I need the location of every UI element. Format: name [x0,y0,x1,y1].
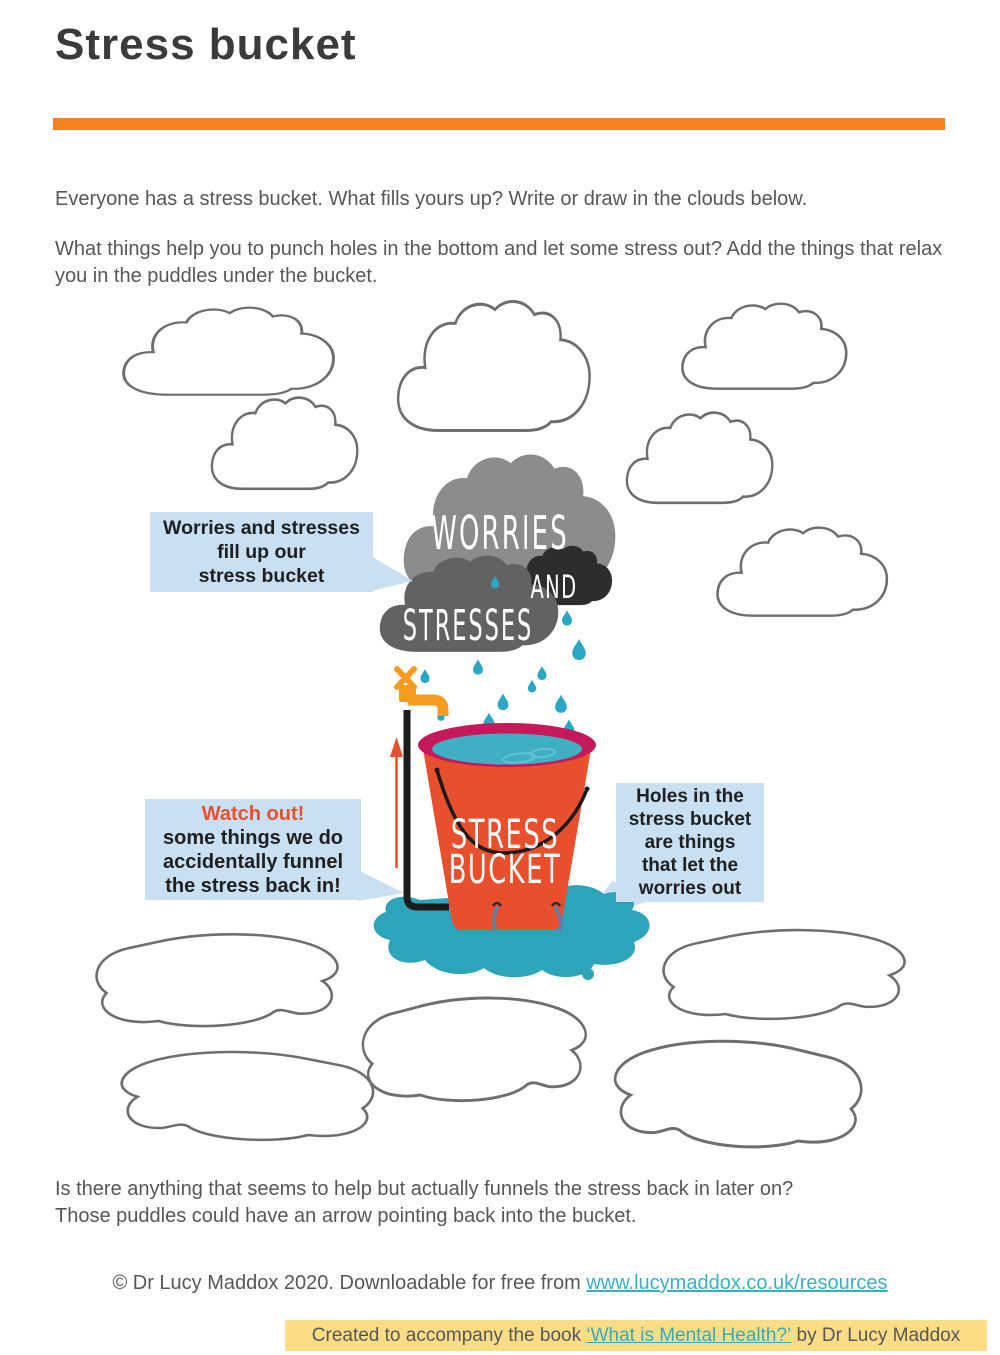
spill-droplet [582,968,594,980]
worries-callout [150,512,373,592]
callout-line: accidentally funnel [162,850,344,873]
callout-line: fill up our [217,541,306,563]
holes-callout [616,783,764,902]
callout-line: Worries and stresses [163,517,360,539]
bucket-water [432,734,582,765]
intro-paragraph-1: Everyone has a stress bucket. What fills yours up? Write or draw in the clouds below. [55,188,808,210]
blank-cloud-6 [718,528,887,616]
raindrop-icon [555,695,567,713]
callout-line: worries out [638,878,742,899]
blank-puddle-5 [615,1041,861,1147]
handle-pin [585,787,590,792]
raindrop-icon [498,693,509,710]
return-arrow-head [390,737,403,757]
copyright-line [0,1272,1000,1295]
callout-line: some things we do [162,826,344,849]
banner-prefix: Created to accompany the book [311,1324,587,1346]
tap-spout [408,700,443,716]
book-link[interactable]: ‘What is Mental Health?’ [586,1324,792,1346]
blank-puddle-2 [122,1052,373,1140]
blank-puddle-4 [664,930,905,1019]
raindrop-icon [473,659,483,674]
callout-line: stress bucket [628,809,752,830]
return-arrow [390,737,403,868]
resources-link[interactable]: www.lucymaddox.co.uk/resources [586,1272,888,1294]
intro-paragraph-2: What things help you to punch holes in the bottom and let some stress out? Add the things that relax you in the puddles under the bucket. [55,238,943,287]
raindrop-icon [562,610,572,625]
cloud-word-stresses: STRESSES [402,601,534,652]
raindrop-icon [528,680,536,693]
blank-cloud-3 [682,304,846,389]
copyright-text: © Dr Lucy Maddox 2020. Downloadable for free from [112,1272,587,1294]
bucket-label [449,811,562,892]
callout-line: Holes in the [636,786,744,807]
bucket-label-line1: STRESS [450,811,560,858]
blank-cloud-2 [398,301,589,430]
blank-cloud-1 [124,308,334,395]
page-title: Stress bucket [55,20,357,69]
cloud-word-and: AND [530,568,578,607]
book-banner [285,1320,987,1351]
blank-cloud-4 [212,398,357,489]
footer-question-line1: Is there anything that seems to help but actually funnels the stress back in later on? [55,1178,794,1200]
raindrop-icon [421,669,430,683]
raindrop-icon [572,639,586,660]
blank-puddle-1 [97,934,338,1026]
banner-suffix: by Dr Lucy Maddox [791,1324,961,1346]
footer-question-line2: Those puddles could have an arrow pointing back into the bucket. [55,1205,637,1227]
callout-line: that let the [641,855,739,876]
blank-puddle-3 [363,998,586,1101]
watchout-callout-tail [358,870,404,901]
handle-pin [435,768,440,773]
watch-out-title: Watch out! [201,802,305,825]
callout-line: the stress back in! [165,874,341,897]
tap-icon [397,669,443,716]
watch-out-callout [145,799,361,900]
raindrop-icon [538,666,547,680]
cloud-word-worries: WORRIES [431,505,569,561]
callout-line: stress bucket [198,565,325,587]
bucket-label-line2: BUCKET [448,846,562,893]
callout-line: are things [644,832,736,853]
blank-cloud-5 [627,413,772,503]
